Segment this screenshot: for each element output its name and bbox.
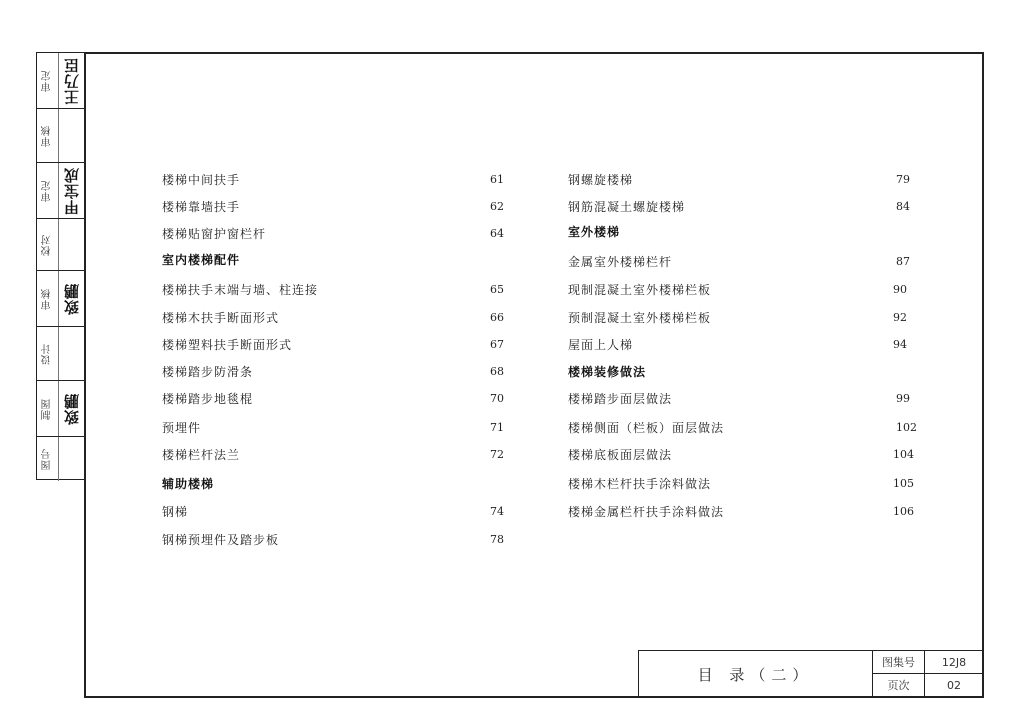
toc-page-number: 92 bbox=[893, 311, 907, 324]
toc-page-number: 62 bbox=[490, 200, 504, 213]
toc-page-number: 87 bbox=[896, 255, 910, 268]
toc-page-number: 78 bbox=[490, 533, 504, 546]
toc-page-number: 104 bbox=[893, 448, 914, 461]
toc-entry: 钢筋混凝土螺旋楼梯 bbox=[568, 200, 686, 214]
toc-entry: 楼梯塑料扶手断面形式 bbox=[162, 338, 293, 352]
toc-entry: 楼梯贴窗护窗栏杆 bbox=[162, 227, 267, 241]
signature-role-label: 设计 bbox=[42, 342, 53, 365]
toc-entry: 楼梯金属栏杆扶手涂料做法 bbox=[568, 505, 725, 519]
toc-entry: 楼梯中间扶手 bbox=[162, 173, 241, 187]
toc-entry: 金属室外楼梯栏杆 bbox=[568, 255, 673, 269]
signature-role-label: 制图 bbox=[42, 397, 53, 420]
page-number-label: 页次 bbox=[873, 674, 925, 697]
signature-role-label: 审核 bbox=[42, 287, 53, 310]
signature-name: 致鹏 bbox=[63, 282, 81, 315]
toc-section-heading: 室外楼梯 bbox=[568, 225, 621, 239]
toc-entry: 楼梯踏步面层做法 bbox=[568, 392, 673, 406]
toc-entry: 预制混凝土室外楼梯栏板 bbox=[568, 311, 712, 325]
toc-page-number: 68 bbox=[490, 365, 504, 378]
signature-role-label: 审定 bbox=[42, 179, 53, 202]
toc-section-heading: 室内楼梯配件 bbox=[162, 253, 241, 267]
signature-role-label: 图号 bbox=[42, 448, 53, 470]
toc-entry: 楼梯栏杆法兰 bbox=[162, 448, 241, 462]
toc-entry: 屋面上人梯 bbox=[568, 338, 634, 352]
toc-entry: 楼梯踏步防滑条 bbox=[162, 365, 254, 379]
toc-page-number: 67 bbox=[490, 338, 504, 351]
signature-row bbox=[37, 437, 84, 481]
toc-page-number: 61 bbox=[490, 173, 504, 186]
signature-strip bbox=[36, 52, 84, 480]
signature-row bbox=[37, 381, 84, 437]
signature-name: 致鹏 bbox=[63, 392, 81, 425]
toc-entry: 楼梯木栏杆扶手涂料做法 bbox=[568, 477, 712, 491]
page-title: 目 录（二） bbox=[639, 651, 873, 697]
signature-name: 甲宝成 bbox=[63, 166, 81, 215]
signature-row bbox=[37, 219, 84, 271]
signature-row bbox=[37, 327, 84, 381]
toc-page-number: 64 bbox=[490, 227, 504, 240]
toc-page-number: 105 bbox=[893, 477, 914, 490]
signature-row bbox=[37, 163, 84, 219]
toc-section-heading: 楼梯装修做法 bbox=[568, 365, 647, 379]
signature-name: 王乃臣 bbox=[63, 56, 81, 105]
page-number-value: 02 bbox=[947, 679, 961, 692]
toc-page-number: 94 bbox=[893, 338, 907, 351]
toc-section-heading: 辅助楼梯 bbox=[162, 477, 215, 491]
title-block bbox=[638, 650, 984, 698]
toc-page-number: 71 bbox=[490, 421, 504, 434]
toc-entry: 钢梯预埋件及踏步板 bbox=[162, 533, 280, 547]
signature-row bbox=[37, 109, 84, 163]
toc-page-number: 65 bbox=[490, 283, 504, 296]
signature-role-label: 校对 bbox=[42, 233, 53, 256]
toc-page-number: 72 bbox=[490, 448, 504, 461]
toc-entry: 楼梯底板面层做法 bbox=[568, 448, 673, 462]
toc-page-number: 84 bbox=[896, 200, 910, 213]
toc-entry: 楼梯踏步地毯棍 bbox=[162, 392, 254, 406]
signature-role-label: 审定 bbox=[42, 69, 53, 92]
toc-entry: 钢梯 bbox=[162, 505, 189, 519]
signature-row bbox=[37, 53, 84, 109]
drawing-number-label: 图集号 bbox=[873, 651, 925, 674]
toc-entry: 钢螺旋楼梯 bbox=[568, 173, 634, 187]
toc-page-number: 102 bbox=[896, 421, 917, 434]
toc-page-number: 74 bbox=[490, 505, 504, 518]
toc-entry: 楼梯靠墙扶手 bbox=[162, 200, 241, 214]
toc-entry: 楼梯扶手末端与墙、柱连接 bbox=[162, 283, 319, 297]
toc-entry: 现制混凝土室外楼梯栏板 bbox=[568, 283, 712, 297]
toc-page-number: 90 bbox=[893, 283, 907, 296]
toc-entry: 楼梯侧面（栏板）面层做法 bbox=[568, 421, 725, 435]
toc-page-number: 99 bbox=[896, 392, 910, 405]
toc-page-number: 106 bbox=[893, 505, 914, 518]
toc-page-number: 79 bbox=[896, 173, 910, 186]
signature-row bbox=[37, 271, 84, 327]
toc-entry: 预埋件 bbox=[162, 421, 202, 435]
drawing-number-value: 12J8 bbox=[925, 651, 983, 674]
signature-role-label: 审核 bbox=[42, 124, 53, 147]
toc-page-number: 70 bbox=[490, 392, 504, 405]
toc-entry: 楼梯木扶手断面形式 bbox=[162, 311, 280, 325]
toc-page-number: 66 bbox=[490, 311, 504, 324]
